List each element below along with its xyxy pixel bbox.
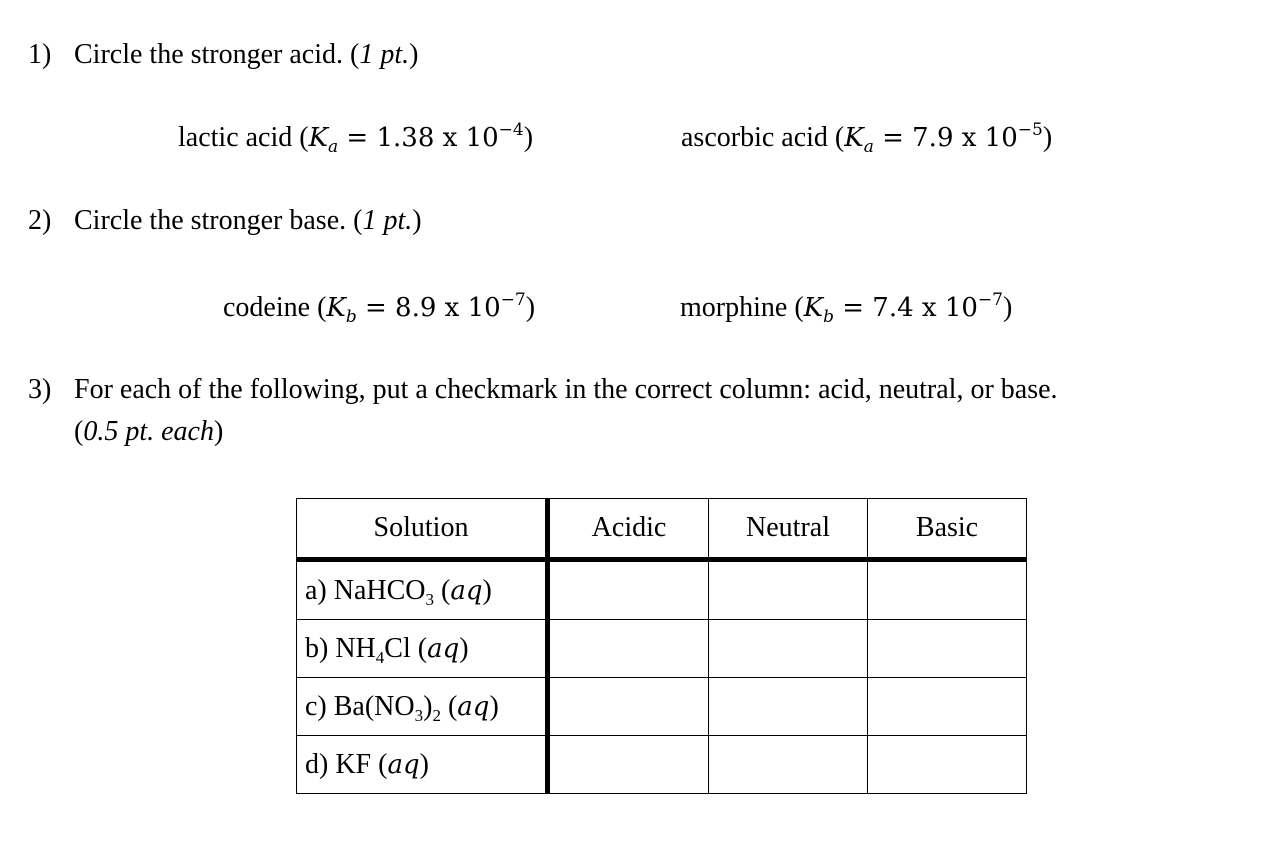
question-2-points: 1 pt. — [362, 205, 413, 236]
solution-cell: a) NaHCO$_3$ (aq) — [297, 560, 548, 620]
answer-table — [296, 498, 1027, 794]
ka-expression: $K_a = 1.38$ x $10^{-4}$ — [308, 120, 524, 157]
neutral-check-cell[interactable] — [709, 620, 868, 678]
question-2-prompt: Circle the stronger base. ( — [74, 205, 363, 236]
basic-check-cell[interactable] — [868, 736, 1027, 794]
table-row — [297, 560, 1027, 620]
table-row — [297, 620, 1027, 678]
table-row — [297, 736, 1027, 794]
question-3-prompt: For each of the following, put a checkmark in the correct column: acid, neutral, or base. — [74, 374, 1058, 405]
question-1: 1) Circle the stronger acid. (1 pt.) — [28, 37, 418, 73]
neutral-check-cell[interactable] — [709, 736, 868, 794]
question-3-number: 3) — [28, 374, 52, 405]
question-2: 2) Circle the stronger base. (1 pt.) — [28, 203, 422, 239]
header-solution: Solution — [297, 499, 548, 560]
basic-check-cell[interactable] — [868, 620, 1027, 678]
option-lactic-acid[interactable]: lactic acid ($K_a = 1.38$ x $10^{-4}$) — [178, 120, 534, 157]
question-2-number: 2) — [28, 205, 52, 236]
acidic-check-cell[interactable] — [548, 560, 709, 620]
solution-cell: d) KF (aq) — [297, 736, 548, 794]
solution-cell: b) $NH_4Cl$ (aq) — [297, 620, 548, 678]
question-1-points: 1 pt. — [359, 39, 410, 70]
ka-expression: $K_a = 7.9$ x $10^{-5}$ — [844, 120, 1043, 157]
question-3-points-line: (0.5 pt. each) — [74, 416, 224, 447]
option-ascorbic-acid[interactable]: ascorbic acid ($K_a = 7.9$ x $10^{-5}$) — [681, 120, 1053, 157]
acidic-check-cell[interactable] — [548, 678, 709, 736]
question-3 — [28, 372, 1058, 408]
header-neutral: Neutral — [709, 499, 868, 560]
table-row — [297, 678, 1027, 736]
question-1-prompt: Circle the stronger acid. ( — [74, 39, 360, 70]
basic-check-cell[interactable] — [868, 678, 1027, 736]
neutral-check-cell[interactable] — [709, 678, 868, 736]
question-3-points: 0.5 pt. each — [83, 416, 214, 447]
solution-cell: c) $Ba(NO_3)_2$ (aq) — [297, 678, 548, 736]
option-codeine[interactable]: codeine ($K_b = 8.9$ x $10^{-7}$) — [223, 290, 536, 327]
basic-check-cell[interactable] — [868, 560, 1027, 620]
question-1-number: 1) — [28, 39, 52, 70]
kb-expression: $K_b = 7.4$ x $10^{-7}$ — [803, 290, 1003, 327]
acidic-check-cell[interactable] — [548, 620, 709, 678]
acidic-check-cell[interactable] — [548, 736, 709, 794]
neutral-check-cell[interactable] — [709, 560, 868, 620]
table-header-row — [297, 499, 1027, 560]
option-morphine[interactable]: morphine ($K_b = 7.4$ x $10^{-7}$) — [680, 290, 1013, 327]
kb-expression: $K_b = 8.9$ x $10^{-7}$ — [326, 290, 526, 327]
header-basic: Basic — [868, 499, 1027, 560]
header-acidic: Acidic — [548, 499, 709, 560]
